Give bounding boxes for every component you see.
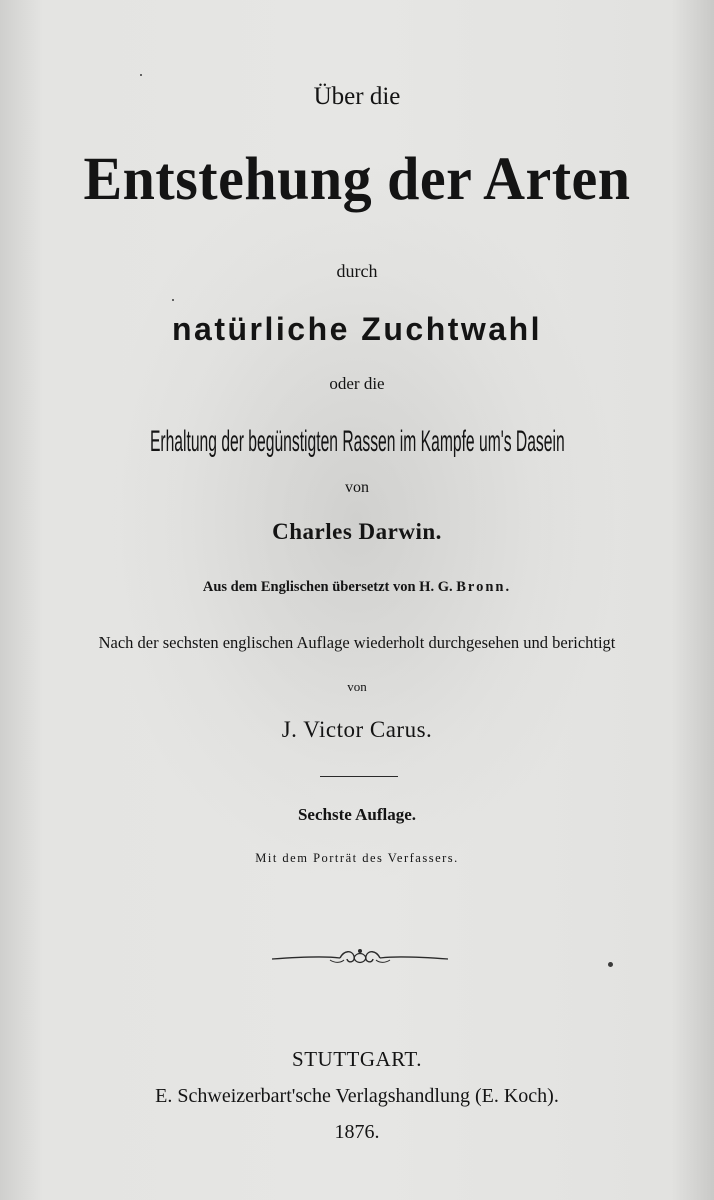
revision-note: Nach der sechsten englischen Auflage wiederholt durchgesehen und berichtigt xyxy=(98,633,616,652)
editor-name: J. Victor Carus. xyxy=(281,717,433,742)
year-line: 1876. xyxy=(334,1121,380,1143)
uber-line: Über die xyxy=(313,83,401,110)
publisher-line: E. Schweizerbart'sche Verlagshandlung (E. Koch). xyxy=(155,1085,559,1107)
portrait-note: Mit dem Porträt des Verfassers. xyxy=(255,851,459,865)
city-line: STUTTGART. xyxy=(292,1047,422,1071)
translator-line xyxy=(0,580,714,595)
paper-speck xyxy=(608,962,613,967)
edition-line: Sechste Auflage. xyxy=(297,805,417,824)
divider-rule xyxy=(320,776,398,777)
author-name: Charles Darwin. xyxy=(272,519,442,544)
paper-speck xyxy=(140,74,142,76)
main-title: Entstehung der Arten xyxy=(83,144,631,213)
oder-line: oder die xyxy=(329,374,385,393)
von-line-2: von xyxy=(347,679,367,694)
translator-name: Bronn. xyxy=(456,579,512,595)
paper-speck xyxy=(172,299,174,301)
translator-prefix: Aus dem Englischen übersetzt von H. G. xyxy=(202,579,453,595)
von-line: von xyxy=(345,479,369,496)
ornament-flourish xyxy=(270,946,450,970)
subtitle-secondary: Erhaltung der begünstigten Rassen im Kampfe um's Dasein xyxy=(149,424,565,458)
subtitle: natürliche Zuchtwahl xyxy=(171,311,543,347)
durch-line: durch xyxy=(336,261,378,281)
